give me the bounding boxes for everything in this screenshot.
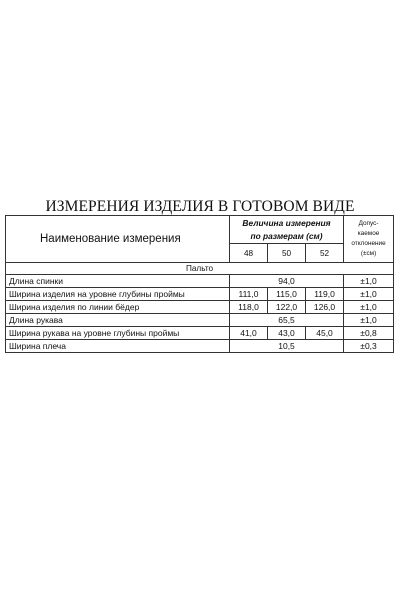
measurement-value-50: 122,0 [268,301,306,314]
section-row [6,263,394,275]
tolerance-header [344,216,394,263]
tolerance-value: ±0,8 [344,327,394,340]
measurement-value-50: 43,0 [268,327,306,340]
size-values-header [230,216,344,244]
measurement-name: Ширина рукава на уровне глубины проймы [6,327,230,340]
measurement-value-48: 118,0 [230,301,268,314]
header-row [6,216,394,244]
measurement-value-52: 119,0 [306,288,344,301]
measurement-value-50: 115,0 [268,288,306,301]
section-title: Пальто [6,263,394,275]
measurement-value: 10,5 [230,340,344,353]
table-row [6,301,394,314]
table-row [6,314,394,327]
tolerance-value: ±1,0 [344,314,394,327]
measurement-name: Ширина изделия по линии бёдер [6,301,230,314]
size-values-header-line1: Величина измерения [242,218,331,228]
size-50: 50 [268,244,306,263]
tolerance-header-line1: Допус- [358,220,379,227]
tolerance-header-line4: (±см) [360,250,377,257]
tolerance-header-line2: каемое [357,230,380,237]
table-row [6,340,394,353]
measurements-table [5,215,394,353]
table-row [6,275,394,288]
measurement-value: 94,0 [230,275,344,288]
measurement-value-48: 111,0 [230,288,268,301]
table-row [6,288,394,301]
tolerance-value: ±0,3 [344,340,394,353]
measurement-value-52: 45,0 [306,327,344,340]
page-title: ИЗМЕРЕНИЯ ИЗДЕЛИЯ В ГОТОВОМ ВИДЕ [45,198,355,215]
measurement-name: Длина рукава [6,314,230,327]
size-values-header-line2: по размерам (см) [250,231,323,241]
measurement-value: 65,5 [230,314,344,327]
table-row [6,327,394,340]
tolerance-value: ±1,0 [344,275,394,288]
tolerance-value: ±1,0 [344,301,394,314]
size-48: 48 [230,244,268,263]
tolerance-value: ±1,0 [344,288,394,301]
measurement-value-52: 126,0 [306,301,344,314]
measurement-name-header: Наименование измерения [6,216,230,263]
measurement-value-48: 41,0 [230,327,268,340]
measurement-name: Длина спинки [6,275,230,288]
measurement-name: Ширина плеча [6,340,230,353]
size-52: 52 [306,244,344,263]
tolerance-header-line3: отклонение [351,240,386,247]
measurement-name: Ширина изделия на уровне глубины проймы [6,288,230,301]
